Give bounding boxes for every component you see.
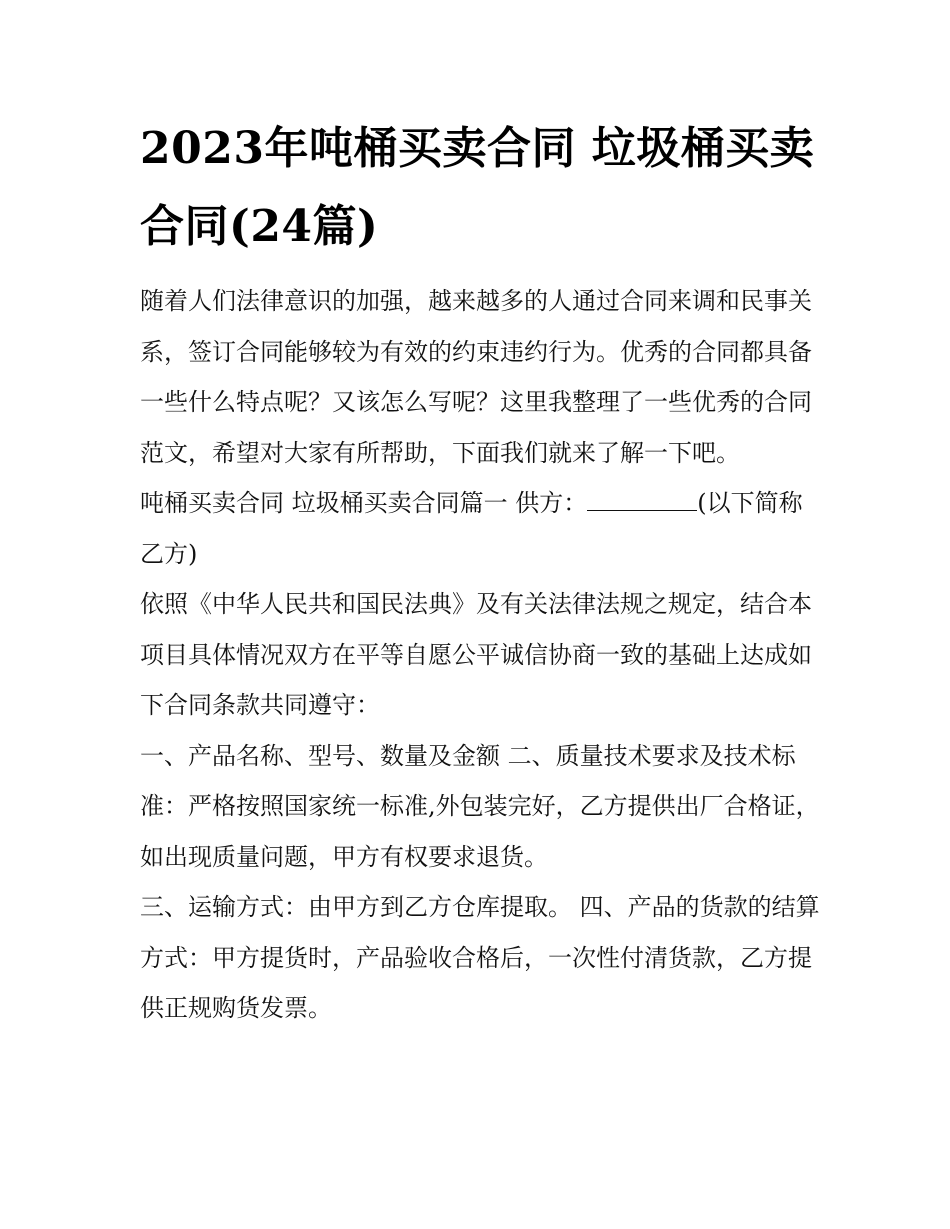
section-heading-paragraph [140, 478, 820, 579]
section-heading-prefix: 吨桶买卖合同 垃圾桶买卖合同篇一 供方： [140, 489, 588, 517]
document-title: 2023年吨桶买卖合同 垃圾桶买卖合同(24篇) [140, 123, 815, 252]
section-heading-suffix: (以下简称乙方) [140, 489, 803, 568]
document-body [140, 110, 820, 1034]
basis-paragraph: 依照《中华人民共和国民法典》及有关法律法规之规定，结合本项目具体情况双方在平等自愿公平诚信协商一致的基础上达成如下合同条款共同遵守： [140, 590, 812, 719]
clause-1-2-paragraph: 一、产品名称、型号、数量及金额 二、质量技术要求及技术标准：严格按照国家统一标准,外包装完好，乙方提供出厂合格证，如出现质量问题，甲方有权要求退货。 [140, 741, 820, 871]
supplier-blank-line [587, 486, 697, 511]
clause-3-4-paragraph: 三、运输方式：由甲方到乙方仓库提取。 四、产品的货款的结算方式：甲方提货时，产品验收合格后，一次性付清货款，乙方提供正规购货发票。 [140, 893, 820, 1022]
intro-paragraph: 随着人们法律意识的加强，越来越多的人通过合同来调和民事关系，签订合同能够较为有效的约束违约行为。优秀的合同都具备一些什么特点呢？又该怎么写呢？这里我整理了一些优秀的合同范文，希望对大家有所帮助，下面我们就来了解一下吧。 [140, 287, 812, 467]
